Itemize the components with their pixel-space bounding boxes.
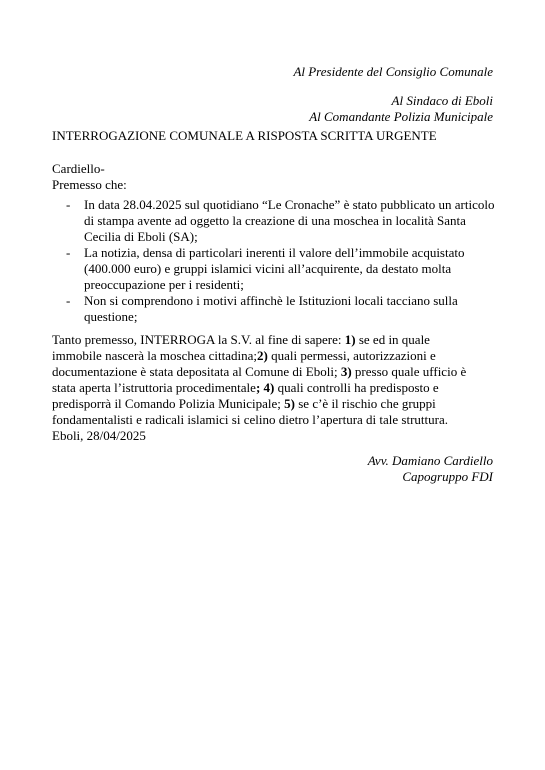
paragraph-line (52, 380, 490, 396)
premise-item (52, 197, 502, 245)
text-run: documentazione è stata depositata al Comune di Eboli; (52, 364, 341, 379)
text-run: Tanto premesso, INTERROGA la S.V. al fine di sapere: (52, 332, 345, 347)
addressee-block (293, 64, 493, 125)
interrogation-paragraph (52, 332, 490, 444)
question-number: 2) (257, 348, 268, 363)
premise-item-text: Non si comprendono i motivi affinchè le Istituzioni locali tacciano sulla questione; (84, 293, 458, 324)
list-dash: - (66, 245, 71, 260)
premise-item (52, 293, 502, 325)
document-subject: INTERROGAZIONE COMUNALE A RISPOSTA SCRITTA URGENTE (52, 128, 437, 143)
intro-block (52, 161, 502, 193)
premise-heading: Premesso che: (52, 177, 127, 192)
question-number: ; 4) (255, 380, 275, 395)
premise-list (52, 197, 502, 325)
question-number: 3) (340, 364, 352, 379)
signatory-role: Capogruppo FDI (402, 469, 493, 484)
addressee-mayor: Al Sindaco di Eboli (391, 93, 493, 108)
text-run: se c’è il rischio che gruppi (295, 396, 436, 411)
question-number: 1) (344, 332, 356, 347)
addressee-council-president: Al Presidente del Consiglio Comunale (293, 64, 493, 79)
text-run: se ed in quale (355, 332, 430, 347)
text-run: predisporrà il Comando Polizia Municipale; (52, 396, 285, 411)
text-run: immobile nascerà la moschea cittadina; (52, 348, 258, 363)
premise-item-text: In data 28.04.2025 sul quotidiano “Le Cronache” è stato pubblicato un articolo di stampa avente ad oggetto la creazione di una moschea in località Santa Cecilia di Eboli (SA); (84, 197, 495, 244)
signature-block (368, 453, 493, 485)
signatory-name: Avv. Damiano Cardiello (367, 453, 493, 468)
question-number: 5) (284, 396, 295, 411)
paragraph-line (52, 332, 490, 348)
text-run: presso quale ufficio è (351, 364, 467, 379)
paragraph-line (52, 396, 490, 412)
list-dash: - (66, 197, 71, 212)
text-run: quali permessi, autorizzazioni e (267, 348, 436, 363)
paragraph-line (52, 364, 490, 380)
text-run: stata aperta l’istruttoria procedimentale (52, 380, 256, 395)
text-run: quali controlli ha predisposto e (274, 380, 439, 395)
list-dash: - (66, 293, 71, 308)
paragraph-line (52, 348, 490, 364)
place-date: Eboli, 28/04/2025 (52, 428, 146, 443)
addressee-police-commander: Al Comandante Polizia Municipale (309, 109, 493, 124)
author-surname: Cardiello- (52, 161, 105, 176)
premise-item (52, 245, 502, 293)
premise-item-text: La notizia, densa di particolari inerenti il valore dell’immobile acquistato (400.000 euro) e gruppi islamici vicini all’acquirente, da destato molta preoccupazione per i residenti; (84, 245, 465, 292)
paragraph-line: fondamentalisti e radicali islamici si celino dietro l’apertura di tale struttura. (52, 412, 448, 427)
